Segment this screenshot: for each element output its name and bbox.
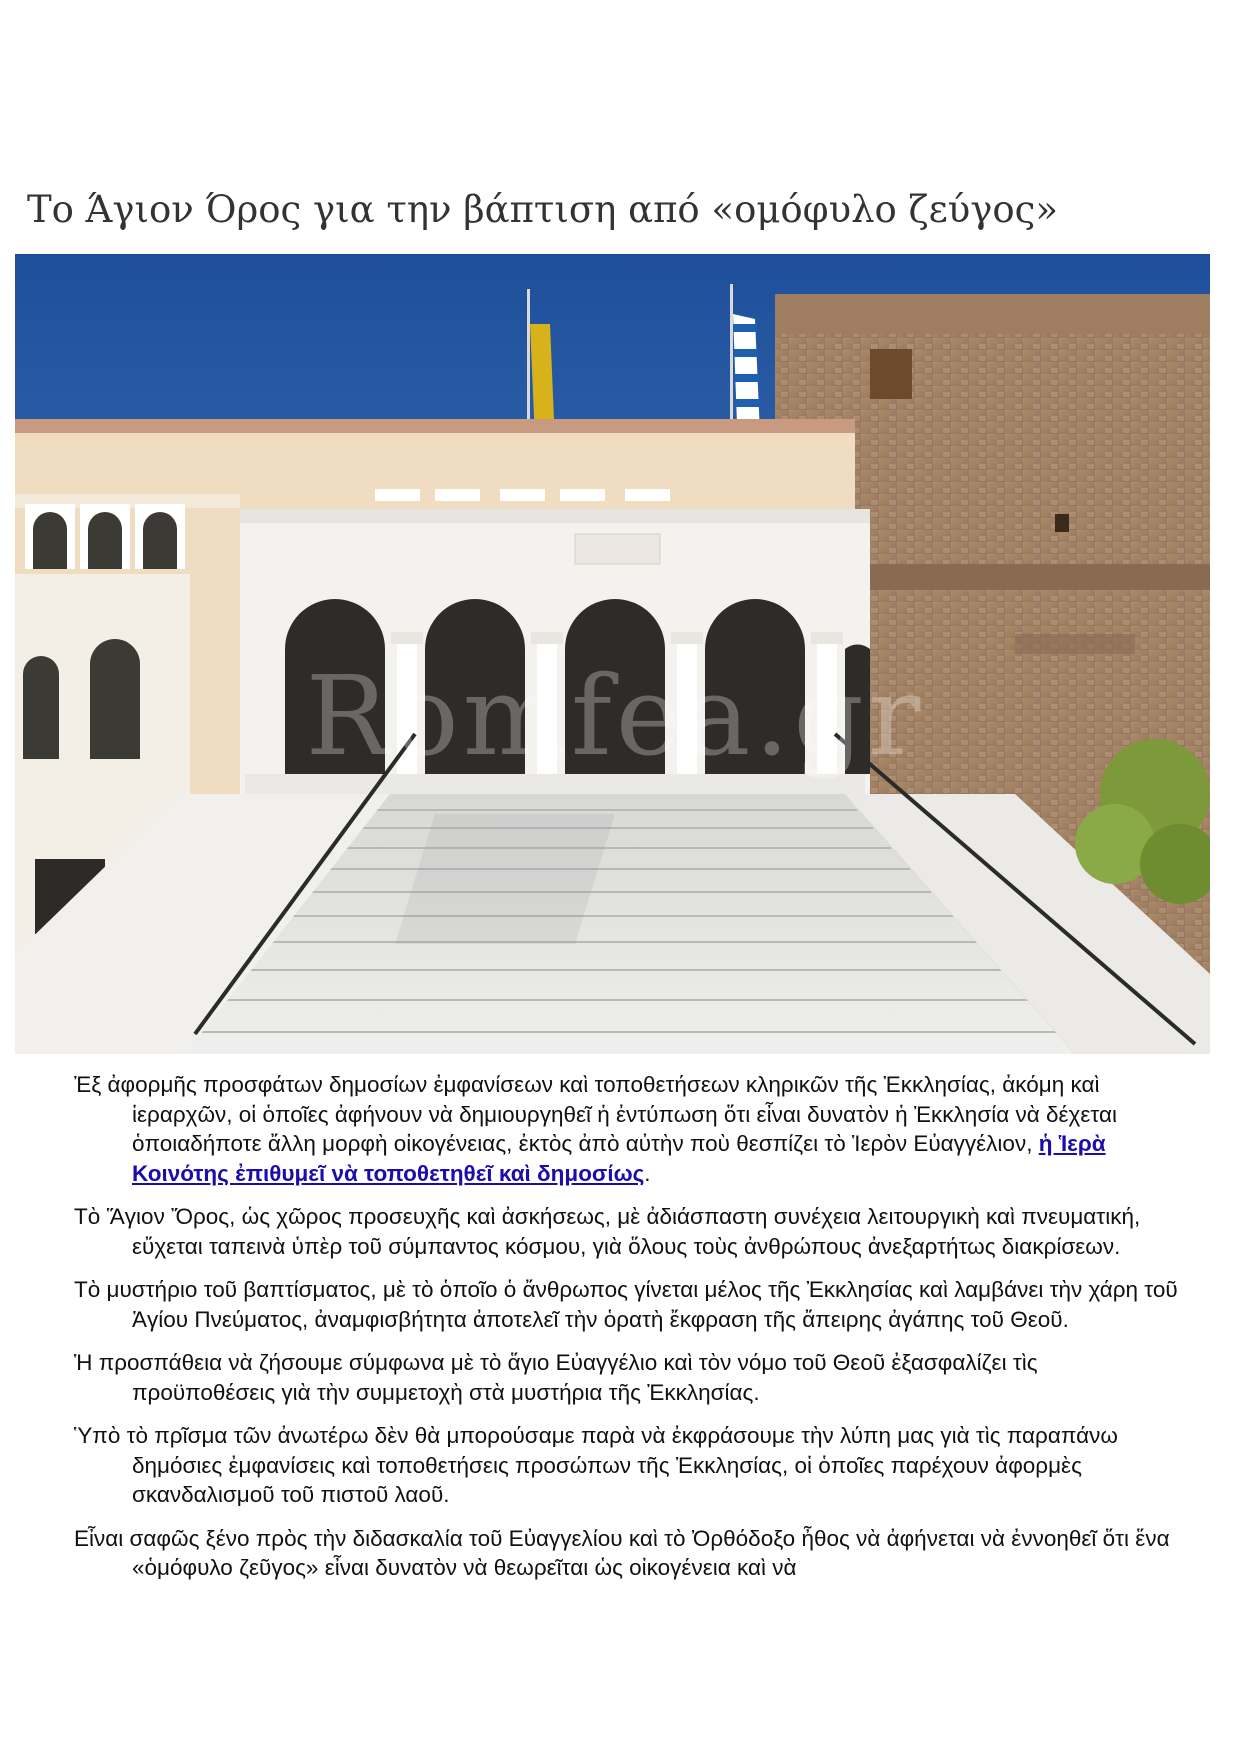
paragraph-1-end: .: [644, 1160, 651, 1186]
monastery-photo: [15, 254, 1210, 1054]
paragraph-6: Εἶναι σαφῶς ξένο πρὸς τὴν διδασκαλία τοῦ Εὐαγγελίου καὶ τὸ Ὀρθόδοξο ἦθος νὰ ἀφήνεται νὰ ἐννοηθεῖ ὅτι ἕνα «ὁμόφυλο ζεῦγος» εἶναι δυνατὸν νὰ θεωρεῖται ὡς οἰκογένεια καὶ νὰ: [74, 1525, 1170, 1580]
paragraph-1: [74, 1070, 1184, 1188]
paragraph-1-text: Ἐξ ἀφορμῆς προσφάτων δημοσίων ἐμφανίσεων καὶ τοποθετήσεων κληρικῶν τῆς Ἐκκλησίας, ἀκόμη καὶ ἱεραρχῶν, οἱ ὁποῖες ἀφήνουν νὰ δημιουργηθεῖ ἡ ἐντύπωση ὅτι εἶναι δυνατὸν ἡ Ἐκκλησία νὰ δέχεται ὁποιαδήποτε ἄλλη μορφὴ οἰκογένειας, ἐκτὸς ἀπὸ αὐτὴν ποὺ θεσπίζει τὸ Ἱερὸν Εὐαγγέλιον,: [74, 1072, 1117, 1156]
article-body: [74, 1070, 1184, 1597]
paragraph-4: Ἡ προσπάθεια νὰ ζήσουμε σύμφωνα μὲ τὸ ἅγιο Εὐαγγέλιο καὶ τὸν νόμο τοῦ Θεοῦ ἐξασφαλίζει τὶς προϋποθέσεις γιὰ τὴν συμμετοχὴ στὰ μυστήρια τῆς Ἐκκλησίας.: [74, 1350, 1038, 1405]
statement-link[interactable]: ἡ Ἱερὰ Κοινότης ἐπιθυμεῖ νὰ τοποθετηθεῖ καὶ δημοσίως: [132, 1131, 1106, 1186]
paragraph-5: Ὑπὸ τὸ πρῖσμα τῶν ἀνωτέρω δὲν θὰ μπορούσαμε παρὰ νὰ ἐκφράσουμε τὴν λύπη μας γιὰ τὶς παραπάνω δημόσιες ἐμφανίσεις καὶ τοποθετήσεις προσώπων τῆς Ἐκκλησίας, οἱ ὁποῖες παρέχουν ἀφορμὲς σκανδαλισμοῦ τοῦ πιστοῦ λαοῦ.: [74, 1423, 1118, 1507]
paragraph-2: Τὸ Ἅγιον Ὄρος, ὡς χῶρος προσευχῆς καὶ ἀσκήσεως, μὲ ἀδιάσπαστη συνέχεια λειτουργικὴ καὶ πνευματική, εὔχεται ταπεινὰ ὑπὲρ τοῦ σύμπαντος κόσμου, γιὰ ὅλους τοὺς ἀνθρώπους ἀνεξαρτήτως διακρίσεων.: [74, 1204, 1141, 1259]
photo-watermark: Romfea.gr: [305, 652, 925, 780]
document-title: Το Άγιον Όρος για την βάπτιση από «ομόφυλο ζεύγος»: [26, 188, 1059, 231]
paragraph-3: Τὸ μυστήριο τοῦ βαπτίσματος, μὲ τὸ ὁποῖο ὁ ἄνθρωπος γίνεται μέλος τῆς Ἐκκλησίας καὶ λαμβάνει τὴν χάρη τοῦ Ἁγίου Πνεύματος, ἀναμφισβήτητα ἀποτελεῖ τὴν ὁρατὴ ἔκφραση τῆς ἄπειρης ἀγάπης τοῦ Θεοῦ.: [74, 1277, 1178, 1332]
